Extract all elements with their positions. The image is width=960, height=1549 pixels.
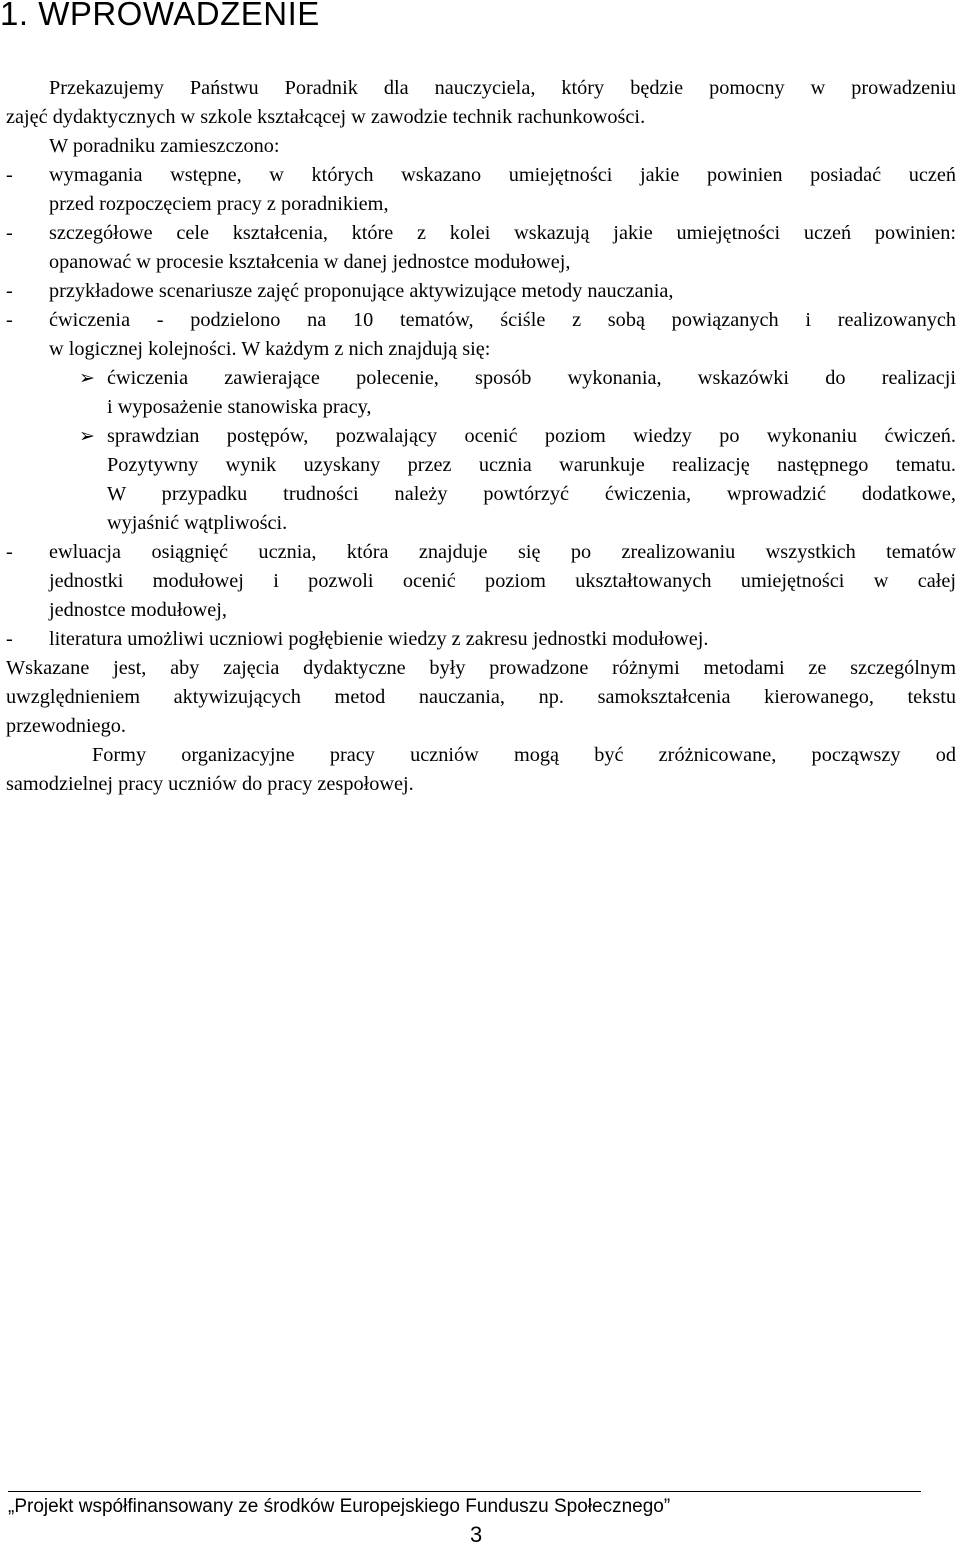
list-item-2 <box>6 219 956 248</box>
list-item-4 <box>6 306 956 335</box>
contents-lead: W poradniku zamieszczono: <box>49 135 280 157</box>
list-dash: - <box>6 309 13 331</box>
sub-list-item-continuation: i wyposażenie stanowiska pracy, <box>107 396 372 418</box>
footer-divider <box>8 1491 921 1492</box>
sub-list-item-continuation: Pozytywny wynik uzyskany przez ucznia warunkuje realizację następnego tematu. <box>107 454 956 476</box>
list-dash: - <box>6 164 13 186</box>
closing-paragraph-line: uwzględnieniem aktywizujących metod nauczania, np. samokształcenia kierowanego, tekstu <box>6 686 956 708</box>
list-item-3 <box>6 277 956 306</box>
sub-list-item-1 <box>6 364 956 393</box>
list-item-5 <box>6 538 956 567</box>
intro-line-2: zajęć dydaktycznych w szkole kształcącej w zawodzie technik rachunkowości. <box>6 106 646 128</box>
closing-paragraph-line: Formy organizacyjne pracy uczniów mogą być zróżnicowane, począwszy od <box>92 744 956 766</box>
sub-list-item-text: sprawdzian postępów, pozwalający ocenić poziom wiedzy po wykonaniu ćwiczeń. <box>107 425 956 447</box>
list-item-continuation: jednostce modułowej, <box>49 599 227 621</box>
list-item-text: ewluacja osiągnięć ucznia, która znajduje się po zrealizowaniu wszystkich tematów <box>49 541 956 563</box>
page-number: 3 <box>470 1522 483 1547</box>
list-item-6 <box>6 625 956 654</box>
list-item-text: szczegółowe cele kształcenia, które z kolei wskazują jakie umiejętności uczeń powinien: <box>49 222 956 244</box>
list-item-text: ćwiczenia - podzielono na 10 tematów, ściśle z sobą powiązanych i realizowanych <box>49 309 956 331</box>
intro-line-1: Przekazujemy Państwu Poradnik dla nauczyciela, który będzie pomocny w prowadzeniu <box>49 77 956 99</box>
list-item-continuation: opanować w procesie kształcenia w danej jednostce modułowej, <box>49 251 571 273</box>
arrow-bullet-icon: ➢ <box>79 425 95 447</box>
closing-paragraph-line: samodzielnej pracy uczniów do pracy zespołowej. <box>6 773 414 795</box>
sub-list-item-2 <box>6 422 956 451</box>
closing-paragraph-line: Wskazane jest, aby zajęcia dydaktyczne były prowadzone różnymi metodami ze szczególnym <box>6 657 956 679</box>
sub-list-item-text: ćwiczenia zawierające polecenie, sposób wykonania, wskazówki do realizacji <box>107 367 956 389</box>
closing-paragraph-line: przewodniego. <box>6 715 126 737</box>
list-item-continuation: przed rozpoczęciem pracy z poradnikiem, <box>49 193 389 215</box>
list-item-continuation: jednostki modułowej i pozwoli ocenić poziom ukształtowanych umiejętności w całej <box>49 570 956 592</box>
list-item-continuation: w logicznej kolejności. W każdym z nich znajdują się: <box>49 338 491 360</box>
list-item-text: wymagania wstępne, w których wskazano umiejętności jakie powinien posiadać uczeń <box>49 164 956 186</box>
footer-project-note: „Projekt współfinansowany ze środków Europejskiego Funduszu Społecznego” <box>8 1496 671 1517</box>
list-dash: - <box>6 541 13 563</box>
list-dash: - <box>6 222 13 244</box>
document-body <box>6 74 956 799</box>
list-item-1 <box>6 161 956 190</box>
sub-list-item-continuation: W przypadku trudności należy powtórzyć ćwiczenia, wprowadzić dodatkowe, <box>107 483 956 505</box>
list-dash: - <box>6 280 13 302</box>
sub-list-item-continuation: wyjaśnić wątpliwości. <box>107 512 288 534</box>
list-item-text: przykładowe scenariusze zajęć proponujące aktywizujące metody nauczania, <box>49 280 674 302</box>
list-dash: - <box>6 628 13 650</box>
page-heading: 1. WPROWADZENIE <box>0 0 320 32</box>
list-item-text: literatura umożliwi uczniowi pogłębienie wiedzy z zakresu jednostki modułowej. <box>49 628 709 650</box>
arrow-bullet-icon: ➢ <box>79 367 95 389</box>
